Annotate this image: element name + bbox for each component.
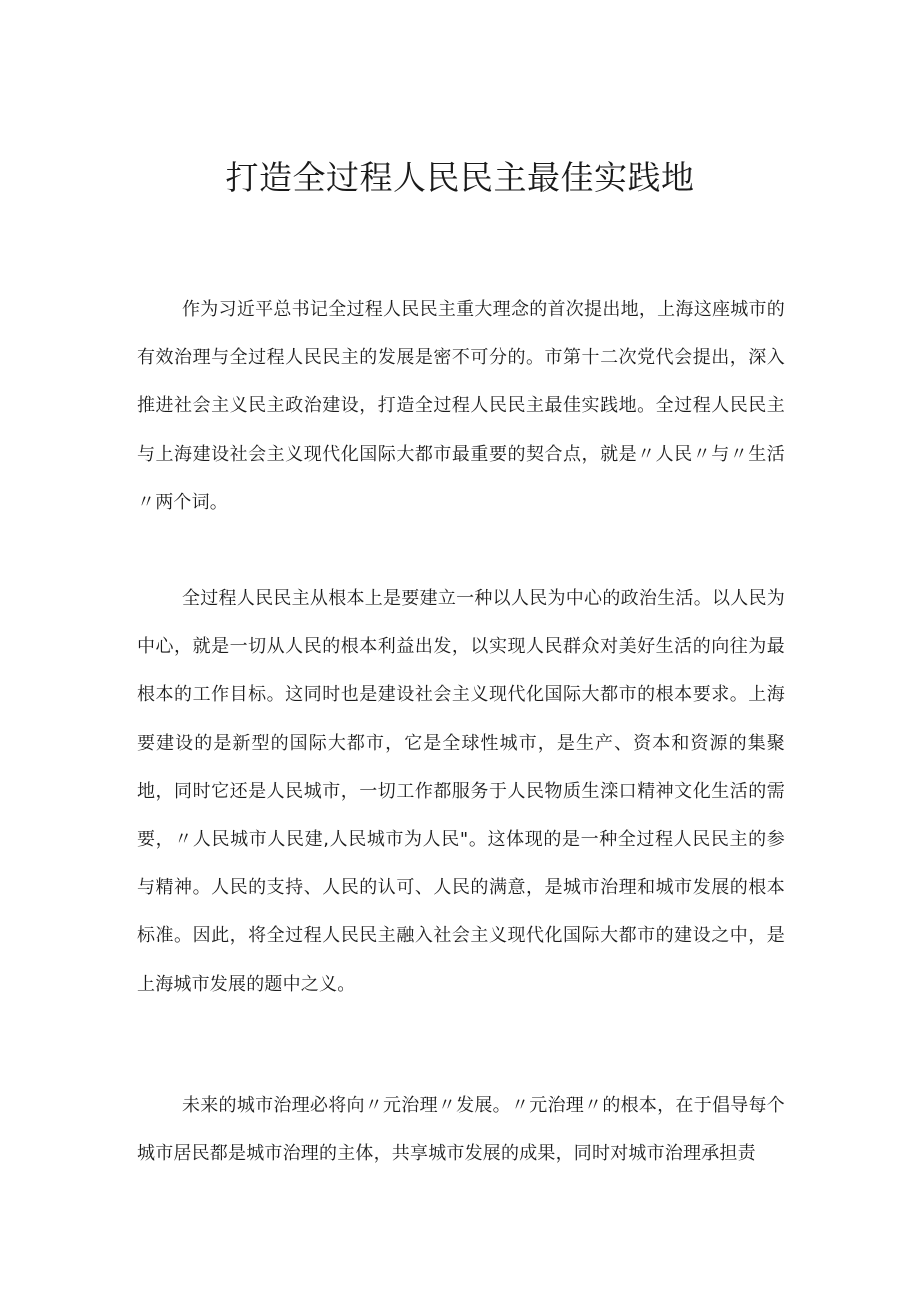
- paragraph-1: 作为习近平总书记全过程人民民主重大理念的首次提出地，上海这座城市的有效治理与全过程人民民主的发展是密不可分的。市第十二次党代会提出，深入推进社会主义民主政治建设，打造全过程人民民主最佳实践地。全过程人民民主与上海建设社会主义现代化国际大都市最重要的契合点，就是〃人民〃与〃生活〃两个词。: [137, 299, 785, 513]
- paragraph-3: 未来的城市治理必将向〃元治理〃发展。〃元治理〃的根本，在于倡导每个城市居民都是城市治理的主体，共享城市发展的成果，同时对城市治理承担责: [137, 1095, 785, 1165]
- paragraph-2: 全过程人民民主从根本上是要建立一种以人民为中心的政治生活。以人民为中心，就是一切从人民的根本利益出发，以实现人民群众对美好生活的向往为最根本的工作目标。这同时也是建设社会主义现代化国际大都市的根本要求。上海要建设的是新型的国际大都市，它是全球性城市，是生产、资本和资源的集聚地，同时它还是人民城市，一切工作都服务于人民物质生滦口精神文化生活的需要，〃人民城市人民建,人民城市为人民"。这体现的是一种全过程人民民主的参与精神。人民的支持、人民的认可、人民的满意，是城市治理和城市发展的根本标准。因此，将全过程人民民主融入社会主义现代化国际大都市的建设之中，是上海城市发展的题中之义。: [137, 588, 785, 995]
- document-title: 打造全过程人民民主最佳实践地: [225, 158, 695, 197]
